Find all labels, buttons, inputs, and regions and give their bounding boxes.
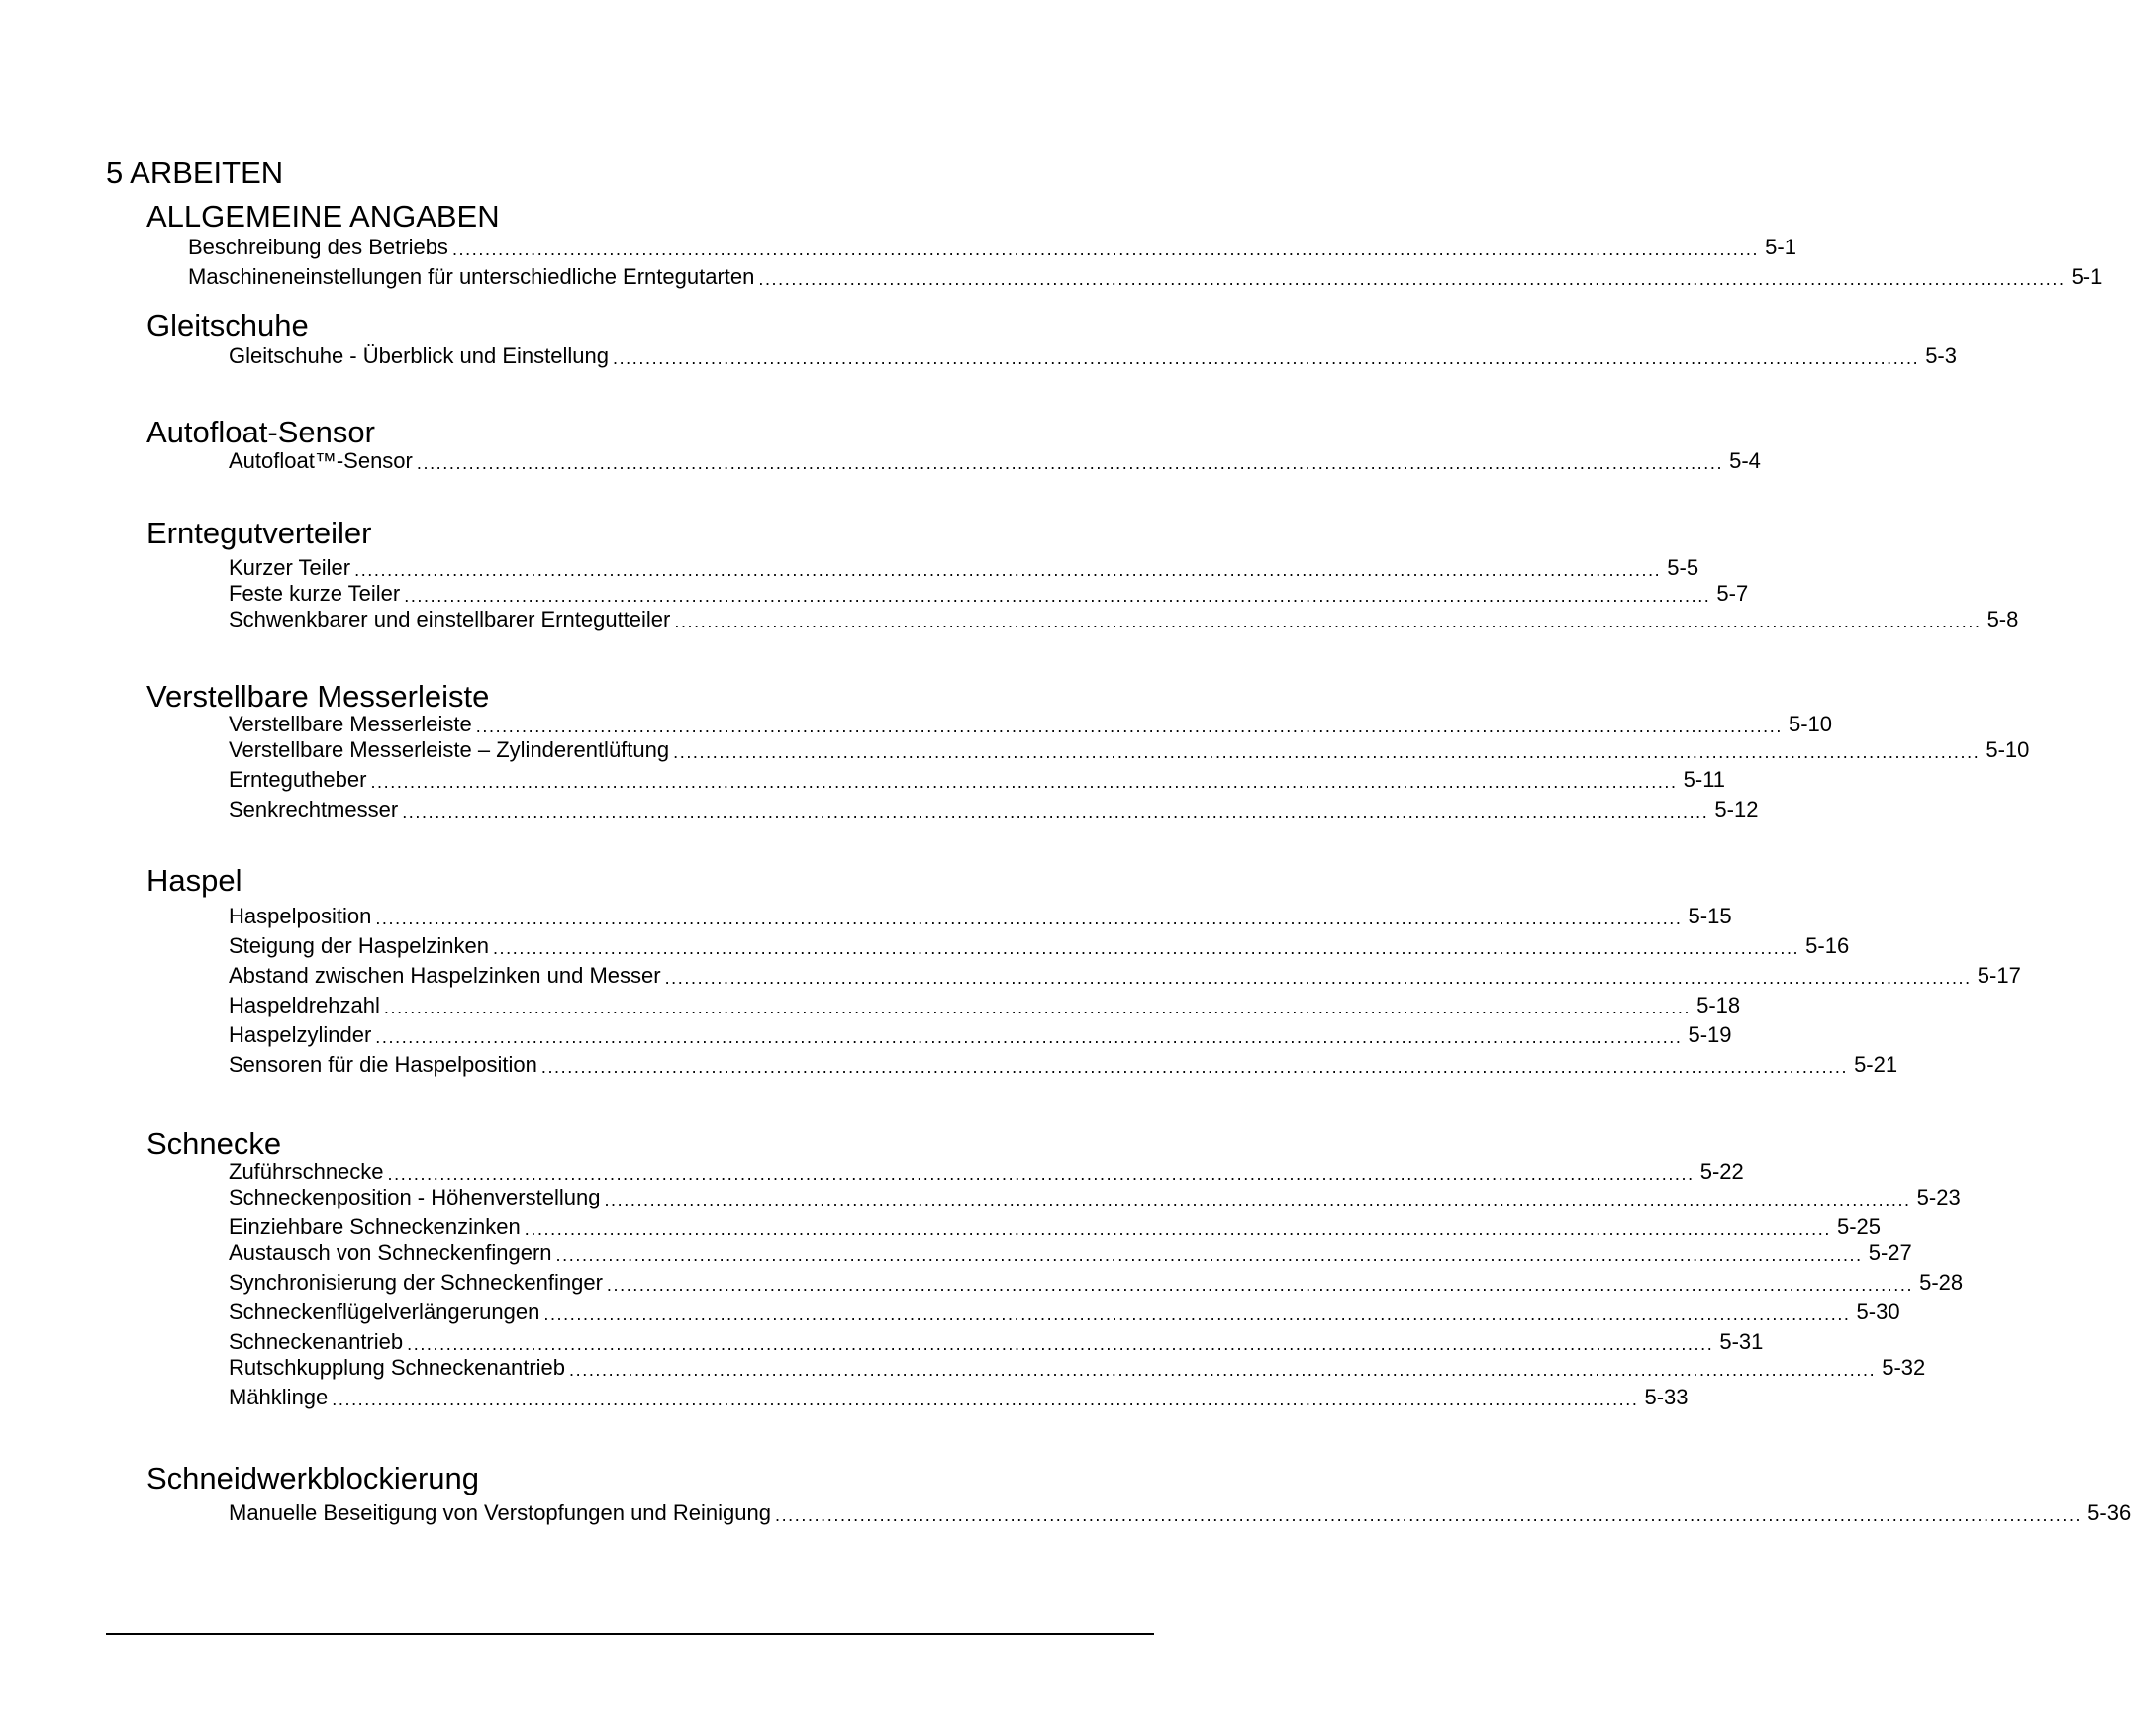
toc-entry[interactable] [229, 581, 1749, 607]
toc-entry[interactable] [229, 1270, 1964, 1296]
toc-entry-page: 5-16 [1805, 933, 1850, 958]
dot-leader: ........................................................................................................................................................................................................ [673, 742, 1981, 762]
toc-entry-page: 5-28 [1919, 1270, 1964, 1295]
toc-entry-label: Rutschkupplung Schneckenantrieb [229, 1355, 566, 1380]
toc-entry[interactable] [229, 797, 1759, 822]
dot-leader: ........................................................................................................................................................................................................ [387, 1164, 1695, 1184]
toc-entry-page: 5-10 [1788, 712, 1833, 736]
toc-entry-label: Abstand zwischen Haspelzinken und Messer [229, 963, 661, 988]
toc-entry-label: Austausch von Schneckenfingern [229, 1240, 552, 1265]
chapter-title: 5 ARBEITEN [106, 155, 284, 190]
toc-entry-page: 5-18 [1696, 993, 1741, 1017]
toc-entry-page: 5-23 [1916, 1185, 1961, 1209]
section-title-autofloat-sensor: Autofloat-Sensor [146, 415, 375, 449]
toc-entry-label: Manuelle Beseitigung von Verstopfungen und Reinigung [229, 1500, 771, 1525]
dot-leader: ........................................................................................................................................................................................................ [492, 938, 1800, 958]
toc-entry-page: 5-10 [1986, 737, 2030, 762]
toc-entry-label: Schwenkbarer und einstellbarer Erntegutteiler [229, 607, 671, 631]
toc-entry-label: Mähklinge [229, 1385, 329, 1409]
toc-entry-label: Schneckenantrieb [229, 1329, 404, 1354]
toc-entry-label: Feste kurze Teiler [229, 581, 401, 606]
toc-entry-page: 5-1 [2071, 264, 2103, 289]
toc-entry[interactable] [229, 904, 1732, 929]
toc-entry[interactable] [229, 712, 1833, 737]
toc-entry-page: 5-3 [1925, 343, 1957, 368]
dot-leader: ........................................................................................................................................................................................................ [416, 453, 1724, 473]
dot-leader: ........................................................................................................................................................................................................ [404, 586, 1711, 606]
toc-entry[interactable] [229, 607, 2019, 632]
section-title-schneidwerkblockierung: Schneidwerkblockierung [146, 1461, 480, 1495]
dot-leader: ........................................................................................................................................................................................................ [402, 802, 1709, 821]
toc-entry[interactable] [229, 1052, 1898, 1078]
section-title-allgemeine-angaben: ALLGEMEINE ANGABEN [146, 199, 500, 234]
dot-leader: ........................................................................................................................................................................................................ [540, 1057, 1849, 1077]
toc-entry-label: Beschreibung des Betriebs [188, 235, 448, 259]
toc-entry-label: Schneckenposition - Höhenverstellung [229, 1185, 601, 1209]
toc-entry-label: Autofloat™-Sensor [229, 448, 413, 473]
toc-entry[interactable] [229, 555, 1699, 581]
toc-entry[interactable] [229, 1022, 1732, 1048]
toc-entry[interactable] [229, 343, 1957, 369]
toc-entry[interactable] [188, 235, 1796, 260]
toc-entry[interactable] [229, 1214, 1881, 1240]
dot-leader: ........................................................................................................................................................................................................ [604, 1190, 1911, 1209]
dot-leader: ........................................................................................................................................................................................................ [774, 1505, 2083, 1525]
toc-entry-page: 5-15 [1688, 904, 1732, 928]
section-title-schnecke: Schnecke [146, 1126, 282, 1161]
toc-entry-page: 5-1 [1765, 235, 1796, 259]
toc-entry-page: 5-8 [1986, 607, 2019, 631]
footer-rule [106, 1633, 1154, 1635]
toc-entry[interactable] [229, 448, 1761, 474]
dot-leader: ........................................................................................................................................................................................................ [354, 560, 1662, 580]
toc-entry[interactable] [229, 767, 1726, 793]
toc-entry-label: Haspelposition [229, 904, 372, 928]
toc-entry-page: 5-12 [1714, 797, 1759, 821]
toc-entry[interactable] [229, 1500, 2131, 1526]
toc-entry-label: Kurzer Teiler [229, 555, 351, 580]
toc-entry-page: 5-27 [1868, 1240, 1912, 1265]
toc-entry-label: Steigung der Haspelzinken [229, 933, 489, 958]
toc-entry-page: 5-31 [1719, 1329, 1764, 1354]
toc-entry[interactable] [229, 1355, 1926, 1381]
toc-entry-label: Verstellbare Messerleiste [229, 712, 472, 736]
toc-entry-label: Maschineneinstellungen für unterschiedliche Erntegutarten [188, 264, 755, 289]
toc-entry-label: Haspeldrehzahl [229, 993, 380, 1017]
section-title-verstellbare-messerleiste: Verstellbare Messerleiste [146, 679, 490, 714]
toc-entry[interactable] [188, 264, 2103, 290]
dot-leader: ........................................................................................................................................................................................................ [524, 1219, 1831, 1239]
toc-entry[interactable] [229, 993, 1741, 1018]
section-title-haspel: Haspel [146, 863, 242, 898]
toc-entry-page: 5-25 [1836, 1214, 1881, 1239]
dot-leader: ........................................................................................................................................................................................................ [475, 717, 1783, 736]
toc-entry[interactable] [229, 1240, 1912, 1266]
toc-entry-page: 5-32 [1882, 1355, 1926, 1380]
toc-entry-page: 5-4 [1729, 448, 1761, 473]
toc-entry[interactable] [229, 933, 1850, 959]
section-title-erntegutverteiler: Erntegutverteiler [146, 516, 372, 550]
toc-entry-label: Schneckenflügelverlängerungen [229, 1300, 540, 1324]
toc-entry-page: 5-33 [1644, 1385, 1689, 1409]
dot-leader: ........................................................................................................................................................................................................ [664, 968, 1972, 988]
dot-leader: ........................................................................................................................................................................................................ [606, 1275, 1914, 1295]
toc-entry[interactable] [229, 1300, 1900, 1325]
toc-entry-page: 5-22 [1699, 1159, 1744, 1184]
dot-leader: ........................................................................................................................................................................................................ [451, 240, 1760, 259]
dot-leader: ........................................................................................................................................................................................................ [375, 1027, 1683, 1047]
toc-entry-page: 5-19 [1688, 1022, 1732, 1047]
toc-entry-label: Haspelzylinder [229, 1022, 372, 1047]
toc-entry-label: Einziehbare Schneckenzinken [229, 1214, 521, 1239]
toc-entry[interactable] [229, 1185, 1961, 1210]
dot-leader: ........................................................................................................................................................................................................ [674, 612, 1982, 631]
dot-leader: ........................................................................................................................................................................................................ [758, 269, 2066, 289]
dot-leader: ........................................................................................................................................................................................................ [332, 1390, 1639, 1409]
toc-entry-label: Verstellbare Messerleiste – Zylinderentlüftung [229, 737, 670, 762]
dot-leader: ........................................................................................................................................................................................................ [370, 772, 1678, 792]
dot-leader: ........................................................................................................................................................................................................ [543, 1304, 1851, 1324]
dot-leader: ........................................................................................................................................................................................................ [383, 998, 1692, 1017]
dot-leader: ........................................................................................................................................................................................................ [612, 348, 1920, 368]
toc-entry[interactable] [229, 737, 2030, 763]
toc-entry-label: Sensoren für die Haspelposition [229, 1052, 537, 1077]
toc-entry-page: 5-21 [1854, 1052, 1898, 1077]
toc-entry[interactable] [229, 1385, 1689, 1410]
toc-entry-page: 5-11 [1683, 767, 1726, 792]
toc-entry-label: Senkrechtmesser [229, 797, 399, 821]
dot-leader: ........................................................................................................................................................................................................ [407, 1334, 1714, 1354]
dot-leader: ........................................................................................................................................................................................................ [375, 909, 1683, 928]
toc-entry-label: Gleitschuhe - Überblick und Einstellung [229, 343, 609, 368]
dot-leader: ........................................................................................................................................................................................................ [555, 1245, 1863, 1265]
section-title-gleitschuhe: Gleitschuhe [146, 308, 309, 342]
dot-leader: ........................................................................................................................................................................................................ [569, 1360, 1877, 1380]
toc-entry[interactable] [229, 963, 2021, 989]
toc-entry-label: Synchronisierung der Schneckenfinger [229, 1270, 603, 1295]
toc-entry[interactable] [229, 1159, 1744, 1185]
toc-entry[interactable] [229, 1329, 1764, 1355]
toc-entry-label: Zuführschnecke [229, 1159, 384, 1184]
toc-entry-page: 5-30 [1856, 1300, 1900, 1324]
toc-entry-page: 5-5 [1667, 555, 1699, 580]
toc-entry-page: 5-17 [1977, 963, 2021, 988]
toc-entry-label: Erntegutheber [229, 767, 367, 792]
toc-entry-page: 5-7 [1716, 581, 1749, 606]
toc-entry-page: 5-36 [2087, 1500, 2131, 1525]
